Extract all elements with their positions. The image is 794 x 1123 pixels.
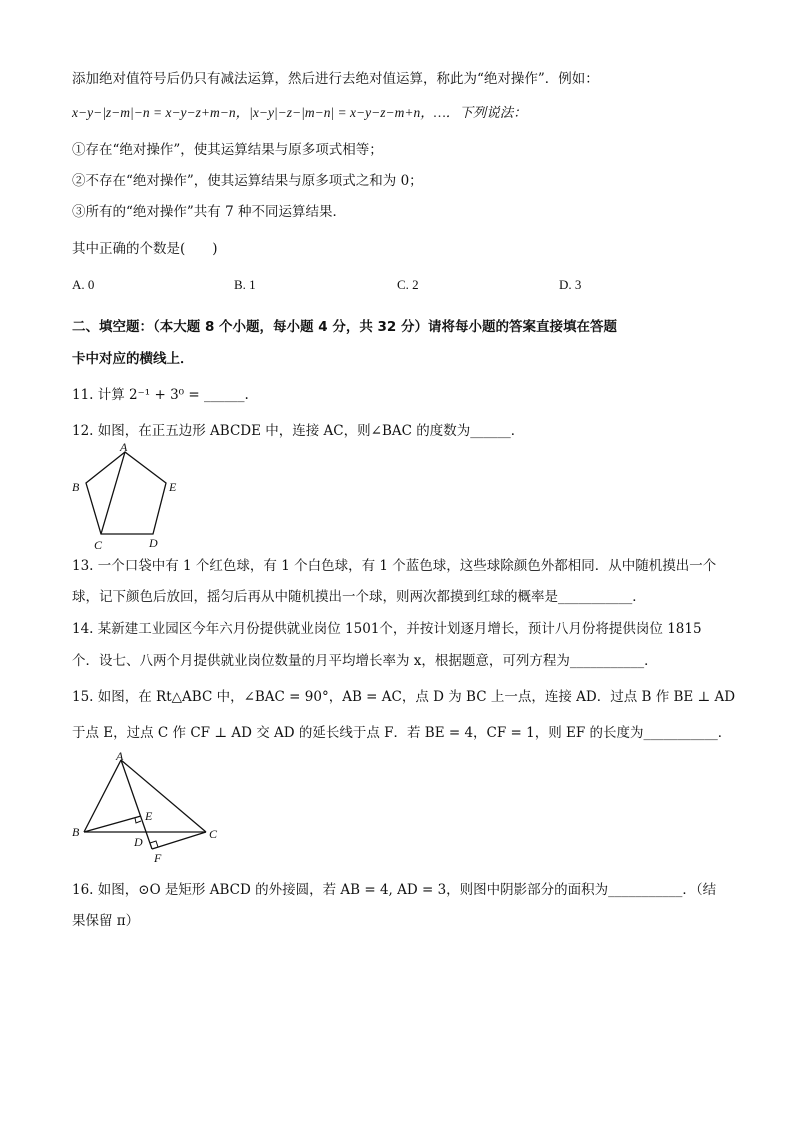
example-expression: x−y−|z−m|−n = x−y−z+m−n，|x−y|−z−|m−n| = x−y−z−m+n，…．下列说法： [72, 105, 527, 120]
label-d: D [149, 536, 158, 550]
label-b: B [72, 825, 80, 839]
question-13-line2: 球，记下颜色后放回，摇匀后再从中随机摸出一个球，则两次都摸到红球的概率是___________． [72, 589, 646, 605]
triangle-figure [66, 748, 226, 868]
question-14-line2: 个．设七、八两个月提供就业岗位数量的月平均增长率为 x，根据题意，可列方程为___________． [72, 653, 658, 669]
intro-text: 添加绝对值符号后仍只有减法运算，然后进行去绝对值运算，称此为“绝对操作”．例如： [72, 71, 599, 87]
question-15-line2: 于点 E，过点 C 作 CF ⊥ AD 交 AD 的延长线于点 F．若 BE = 4，CF = 1，则 EF 的长度为___________． [72, 725, 732, 741]
side-ab [84, 760, 121, 832]
right-angle-e [135, 818, 141, 823]
segment-cf [152, 832, 206, 849]
section-heading-line2: 卡中对应的横线上． [72, 351, 194, 367]
question-prompt: 其中正确的个数是( ) [72, 241, 218, 257]
label-e: E [169, 480, 177, 494]
option-a: A. 0 [72, 277, 95, 292]
pentagon-shape [86, 452, 166, 534]
pentagon-figure [66, 440, 186, 552]
statement-2: ②不存在“绝对操作”，使其运算结果与原多项式之和为 0； [72, 173, 423, 189]
question-16-line1: 16. 如图，⊙O 是矩形 ABCD 的外接圆，若 AB = 4, AD = 3，则图中阴影部分的面积为___________．（结 [72, 882, 717, 898]
label-c: C [209, 827, 218, 841]
label-b: B [72, 480, 80, 494]
question-15-line1: 15. 如图，在 Rt△ABC 中，∠BAC = 90°，AB = AC，点 D 为 BC 上一点，连接 AD．过点 B 作 BE ⊥ AD [72, 689, 736, 705]
label-e: E [145, 809, 153, 823]
label-a: A [120, 440, 128, 454]
question-11: 11. 计算 2⁻¹ + 3⁰ = ______. [72, 387, 249, 403]
statement-3: ③所有的“绝对操作”共有 7 种不同运算结果． [72, 204, 346, 220]
label-d: D [134, 835, 143, 849]
segment-ac [101, 452, 125, 534]
label-a: A [116, 749, 124, 763]
option-b: B. 1 [234, 277, 256, 292]
question-16-line2: 果保留 π） [72, 913, 140, 929]
option-c: C. 2 [397, 277, 419, 292]
label-f: F [154, 851, 162, 865]
statement-1: ①存在“绝对操作”，使其运算结果与原多项式相等； [72, 142, 383, 158]
option-d: D. 3 [559, 277, 582, 292]
question-12: 12. 如图，在正五边形 ABCDE 中，连接 AC，则∠BAC 的度数为______． [72, 423, 525, 439]
question-14-line1: 14. 某新建工业园区今年六月份提供就业岗位 1501个，并按计划逐月增长，预计八月份将提供岗位 1815 [72, 621, 702, 637]
question-13-line1: 13. 一个口袋中有 1 个红色球，有 1 个白色球，有 1 个蓝色球，这些球除颜色外都相同．从中随机摸出一个 [72, 558, 717, 574]
section-heading-line1: 二、填空题：（本大题 8 个小题，每小题 4 分，共 32 分）请将每小题的答案直接填在答题 [72, 319, 618, 335]
label-c: C [94, 538, 103, 552]
segment-be [84, 816, 141, 832]
